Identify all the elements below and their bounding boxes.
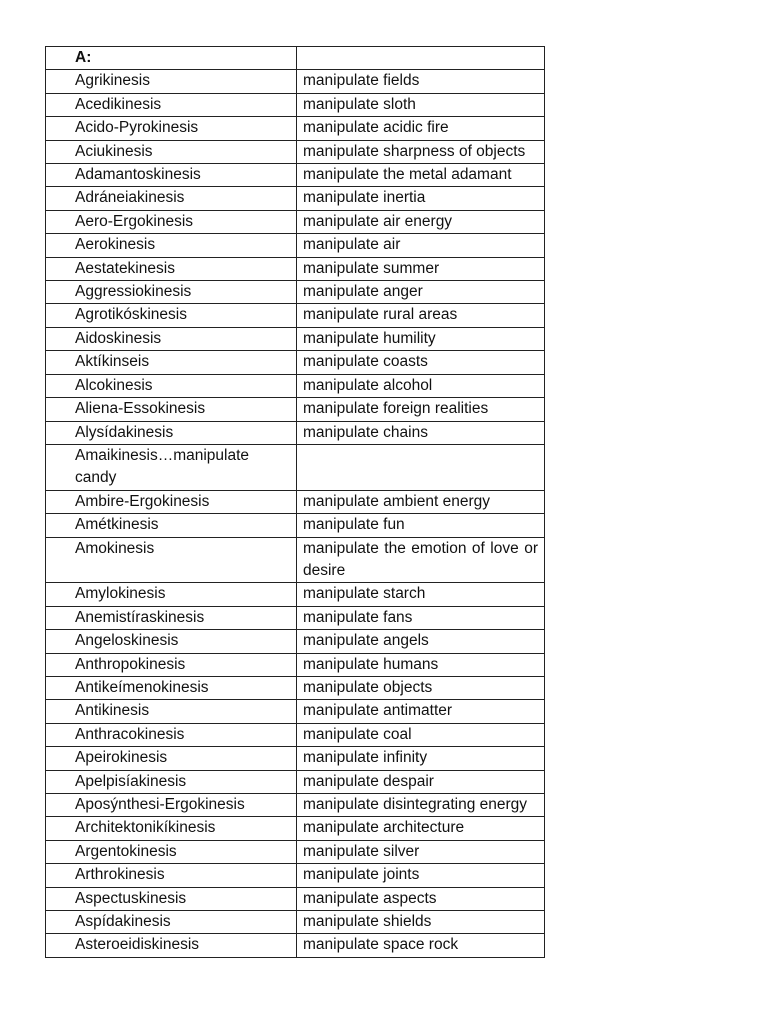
meaning-cell: manipulate joints xyxy=(297,864,545,887)
meaning-cell: manipulate fields xyxy=(297,70,545,93)
term-cell: Asteroeidiskinesis xyxy=(46,934,297,957)
table-row xyxy=(46,514,545,537)
table-row xyxy=(46,444,545,490)
section-letter: A: xyxy=(46,47,297,70)
term-cell: Antikeímenokinesis xyxy=(46,676,297,699)
table-row xyxy=(46,351,545,374)
term-cell: Aggressiokinesis xyxy=(46,281,297,304)
table-row xyxy=(46,583,545,606)
meaning-cell: manipulate sloth xyxy=(297,93,545,116)
table-row xyxy=(46,934,545,957)
term-cell: Alcokinesis xyxy=(46,374,297,397)
term-cell: Amokinesis xyxy=(46,537,297,583)
meaning-cell: manipulate objects xyxy=(297,676,545,699)
table-row xyxy=(46,304,545,327)
term-cell: Amaikinesis…manipulate candy xyxy=(46,444,297,490)
meaning-cell: manipulate humans xyxy=(297,653,545,676)
meaning-cell: manipulate silver xyxy=(297,840,545,863)
table-row xyxy=(46,117,545,140)
table-row xyxy=(46,257,545,280)
meaning-cell: manipulate humility xyxy=(297,327,545,350)
term-cell: Agrotikóskinesis xyxy=(46,304,297,327)
table-row xyxy=(46,794,545,817)
meaning-cell: manipulate anger xyxy=(297,281,545,304)
meaning-cell: manipulate fans xyxy=(297,606,545,629)
term-cell: Arthrokinesis xyxy=(46,864,297,887)
meaning-cell: manipulate antimatter xyxy=(297,700,545,723)
table-row xyxy=(46,234,545,257)
table-row xyxy=(46,140,545,163)
term-cell: Anthracokinesis xyxy=(46,723,297,746)
table-row xyxy=(46,911,545,934)
table-row xyxy=(46,210,545,233)
meaning-cell: manipulate alcohol xyxy=(297,374,545,397)
meaning-cell: manipulate coasts xyxy=(297,351,545,374)
term-cell: Aspectuskinesis xyxy=(46,887,297,910)
term-cell: Aposýnthesi-Ergokinesis xyxy=(46,794,297,817)
term-cell: Ambire-Ergokinesis xyxy=(46,490,297,513)
meaning-cell: manipulate angels xyxy=(297,630,545,653)
table-row xyxy=(46,398,545,421)
term-cell: Agrikinesis xyxy=(46,70,297,93)
term-cell: Aidoskinesis xyxy=(46,327,297,350)
term-cell: Apeirokinesis xyxy=(46,747,297,770)
term-cell: Apelpisíakinesis xyxy=(46,770,297,793)
meaning-cell: manipulate air xyxy=(297,234,545,257)
table-row xyxy=(46,700,545,723)
meaning-cell: manipulate rural areas xyxy=(297,304,545,327)
table-row xyxy=(46,817,545,840)
meaning-cell: manipulate shields xyxy=(297,911,545,934)
meaning-cell: manipulate the metal adamant xyxy=(297,164,545,187)
term-cell: Argentokinesis xyxy=(46,840,297,863)
term-cell: Aciukinesis xyxy=(46,140,297,163)
term-cell: Amétkinesis xyxy=(46,514,297,537)
meaning-cell: manipulate starch xyxy=(297,583,545,606)
table-row xyxy=(46,606,545,629)
meaning-cell: manipulate air energy xyxy=(297,210,545,233)
meaning-cell: manipulate sharpness of objects xyxy=(297,140,545,163)
table-row xyxy=(46,164,545,187)
table-row xyxy=(46,723,545,746)
table-row xyxy=(46,864,545,887)
table-header-row xyxy=(46,47,545,70)
table-row xyxy=(46,537,545,583)
term-cell: Alysídakinesis xyxy=(46,421,297,444)
term-cell: Acido-Pyrokinesis xyxy=(46,117,297,140)
meaning-cell: manipulate despair xyxy=(297,770,545,793)
term-cell: Aerokinesis xyxy=(46,234,297,257)
meaning-cell: manipulate chains xyxy=(297,421,545,444)
meaning-cell: manipulate space rock xyxy=(297,934,545,957)
meaning-cell: manipulate aspects xyxy=(297,887,545,910)
meaning-cell: manipulate the emotion of love or desire xyxy=(297,537,545,583)
table-row xyxy=(46,281,545,304)
table-row xyxy=(46,676,545,699)
meaning-cell: manipulate ambient energy xyxy=(297,490,545,513)
term-cell: Acedikinesis xyxy=(46,93,297,116)
table-row xyxy=(46,70,545,93)
term-cell: Adráneiakinesis xyxy=(46,187,297,210)
table-row xyxy=(46,747,545,770)
meaning-cell: manipulate fun xyxy=(297,514,545,537)
header-empty-cell xyxy=(297,47,545,70)
table-row xyxy=(46,490,545,513)
meaning-cell: manipulate inertia xyxy=(297,187,545,210)
term-cell: Aestatekinesis xyxy=(46,257,297,280)
meaning-cell: manipulate coal xyxy=(297,723,545,746)
table-row xyxy=(46,327,545,350)
term-cell: Angeloskinesis xyxy=(46,630,297,653)
meaning-cell xyxy=(297,444,545,490)
term-cell: Aspídakinesis xyxy=(46,911,297,934)
term-cell: Aliena-Essokinesis xyxy=(46,398,297,421)
table-row xyxy=(46,374,545,397)
kinesis-table xyxy=(45,46,545,958)
meaning-cell: manipulate disintegrating energy xyxy=(297,794,545,817)
term-cell: Antikinesis xyxy=(46,700,297,723)
term-cell: Adamantoskinesis xyxy=(46,164,297,187)
term-cell: Architektonikíkinesis xyxy=(46,817,297,840)
term-cell: Amylokinesis xyxy=(46,583,297,606)
table-row xyxy=(46,187,545,210)
term-cell: Anemistíraskinesis xyxy=(46,606,297,629)
table-row xyxy=(46,840,545,863)
meaning-cell: manipulate summer xyxy=(297,257,545,280)
table-row xyxy=(46,770,545,793)
table-row xyxy=(46,630,545,653)
term-cell: Aero-Ergokinesis xyxy=(46,210,297,233)
meaning-cell: manipulate infinity xyxy=(297,747,545,770)
table-row xyxy=(46,887,545,910)
term-cell: Aktíkinseis xyxy=(46,351,297,374)
meaning-cell: manipulate acidic fire xyxy=(297,117,545,140)
meaning-cell: manipulate architecture xyxy=(297,817,545,840)
table-row xyxy=(46,93,545,116)
table-row xyxy=(46,653,545,676)
meaning-cell: manipulate foreign realities xyxy=(297,398,545,421)
table-row xyxy=(46,421,545,444)
term-cell: Anthropokinesis xyxy=(46,653,297,676)
